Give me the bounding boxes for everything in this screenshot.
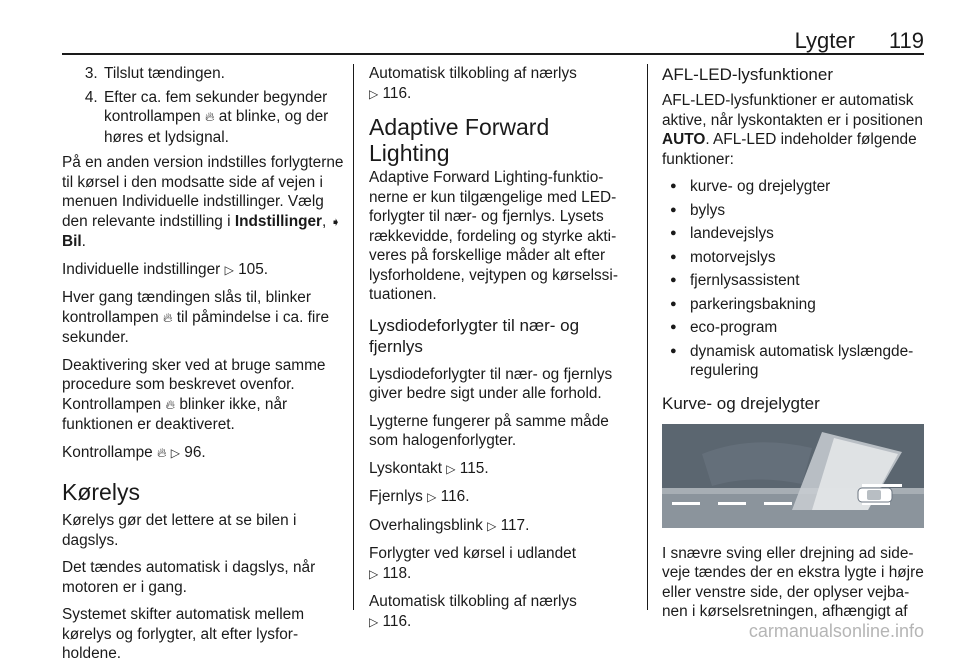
header-rule bbox=[62, 53, 924, 55]
reference: Fjernlys ▷ 116. bbox=[369, 488, 470, 505]
paragraph: I snævre sving eller drejning ad sideveje tændes der en ekstra lygte i højre eller venstre side, der oplyser vejbanen i kørselsretningen, afhængigt af bbox=[662, 544, 924, 620]
list-item: ● bylys bbox=[662, 201, 926, 221]
reference: Automatisk tilkobling af nærlys ▷ 116. bbox=[369, 593, 577, 630]
column-middle bbox=[369, 64, 631, 640]
page-reference-arrow-icon: ▷ bbox=[487, 518, 497, 533]
lamp-indicator-icon: 🔥︎ bbox=[204, 110, 215, 125]
switch-position-label: AUTO bbox=[662, 131, 706, 148]
list-item: 3. Tilslut tændingen. bbox=[102, 64, 344, 84]
reference: Lyskontakt ▷ 115. bbox=[369, 459, 489, 477]
list-item: 4. Efter ca. fem sekunder begynder kontrollampen 🔥︎ at blinke, og der høres et lydsignal. bbox=[102, 88, 344, 148]
column-divider bbox=[353, 64, 354, 610]
page-number: 119 bbox=[888, 28, 924, 53]
menu-arrow-icon: ➧ bbox=[330, 214, 341, 229]
page-reference-arrow-icon: ▷ bbox=[170, 445, 181, 460]
section-title: Lygter bbox=[794, 28, 855, 53]
list-item: ● fjernlysassistent bbox=[662, 271, 926, 291]
heading-led-headlights: Lysdiodeforlygter til nær- og fjernlys bbox=[369, 315, 580, 356]
lamp-indicator-icon: 🔥︎ bbox=[156, 445, 167, 461]
paragraph: Kørelys gør det lettere at se bilen i dagslys. bbox=[62, 512, 297, 549]
paragraph: AFL-LED-lysfunktioner er automatisk aktive, når lyskontakten er i positionen AUTO. AFL-LED indeholder følgende funktioner: bbox=[662, 92, 923, 168]
paragraph: Adaptive Forward Lighting-funktionerne er kun tilgængelige med LED-forlygter til nær- og fjernlys. Lysets rækkevidde, fordeling og styrke aktiveres på forskellige måder alt efter lysforholdene, vejtypen og kørselssituationen. bbox=[369, 169, 618, 303]
list-item: ● dynamisk automatisk lyslængderegulering bbox=[662, 342, 926, 381]
paragraph: Kontrollampe 🔥︎ ▷ 96. bbox=[62, 443, 206, 461]
menu-item-label: Indstillinger bbox=[234, 212, 323, 230]
reference: Forlygter ved kørsel i udlandet ▷ 118. bbox=[369, 545, 577, 582]
list-item: ● parkeringsbakning bbox=[662, 295, 926, 315]
heading-adaptive-forward-lighting: Adaptive Forward Lighting bbox=[369, 114, 550, 166]
reference: Overhalingsblink ▷ 117. bbox=[369, 516, 530, 534]
paragraph: Automatisk tilkobling af nærlys ▷ 116. bbox=[369, 65, 577, 102]
paragraph: Lysdiodeforlygter til nær- og fjernlys giver bedre sigt under alle forhold. bbox=[369, 365, 613, 402]
list-item: ● kurve- og drejelygter bbox=[662, 177, 926, 197]
paragraph: Deaktivering sker ved at bruge samme procedure som beskrevet ovenfor. Kontrollampen 🔥︎ blinker ikke, når funktionen er deaktiveret. bbox=[62, 356, 326, 433]
page-reference-arrow-icon: ▷ bbox=[427, 490, 437, 504]
menu-item-label: Bil bbox=[62, 233, 82, 250]
paragraph: Det tændes automatisk i dagslys, når motoren er i gang. bbox=[62, 559, 316, 596]
heading-afl-led: AFL-LED-lysfunktioner bbox=[662, 65, 834, 84]
heading-korelys: Kørelys bbox=[62, 479, 140, 505]
page-reference-arrow-icon: ▷ bbox=[224, 262, 234, 277]
steps-list bbox=[62, 64, 344, 147]
list-item: ● motorvejslys bbox=[662, 248, 926, 268]
page-reference-arrow-icon: ▷ bbox=[446, 461, 456, 476]
column-left bbox=[62, 64, 344, 672]
list-item: ● landevejslys bbox=[662, 224, 926, 244]
lamp-indicator-icon: 🔥︎ bbox=[162, 310, 173, 326]
function-list bbox=[662, 177, 926, 381]
watermark: carmanualsonline.info bbox=[748, 621, 924, 641]
paragraph: Hver gang tændingen slås til, blinker kontrollampen 🔥︎ til påmindelse i ca. fire sekunder. bbox=[62, 289, 330, 346]
page-reference-arrow-icon: ▷ bbox=[369, 86, 379, 101]
list-item: ● eco-program bbox=[662, 318, 926, 338]
page-reference-arrow-icon: ▷ bbox=[369, 614, 379, 629]
column-right bbox=[662, 64, 926, 630]
page-reference-arrow-icon: ▷ bbox=[369, 566, 379, 581]
paragraph: Individuelle indstillinger ▷ 105. bbox=[62, 260, 269, 278]
paragraph: Systemet skifter automatisk mellem kørelys og forlygter, alt efter lysforholdene. bbox=[62, 606, 305, 662]
paragraph: Lygterne fungerer på samme måde som halogenforlygter. bbox=[369, 412, 609, 449]
cornering-light-illustration bbox=[662, 424, 924, 528]
column-divider bbox=[647, 64, 648, 610]
lamp-indicator-icon: 🔥︎ bbox=[165, 397, 176, 413]
heading-kurve-drejelygter: Kurve- og drejelygter bbox=[662, 393, 820, 413]
paragraph: På en anden version indstilles forlygterne til kørsel i den modsatte side af vejen i menuen Individuelle indstillinger. Vælg den relevante indstilling i Indstillinger, ➧ Bil. bbox=[62, 154, 344, 250]
